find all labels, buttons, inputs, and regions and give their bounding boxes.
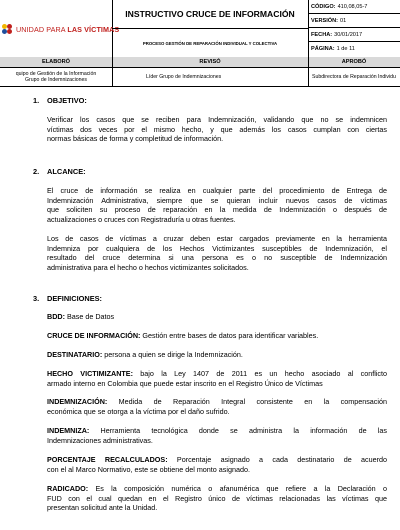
objetivo-paragraph: Verificar los casos que se reciben para Indemnización, validando que no se indemnicen víctimas dos veces por el mismo hecho, y que además los casos cumplan con ciertas normas básicas de forma y completitud de información. [47, 115, 387, 144]
document-header [0, 0, 400, 58]
aprobo-header: APROBÓ [341, 59, 367, 65]
logo-mark-icon [2, 24, 13, 35]
def-porcentaje: PORCENTAJE RECALCULADOS: Porcentaje asignado a cada destinatario de acuerdo con el al Marco Normativo, este se obtiene del monto asignado. [47, 455, 387, 474]
def-bdd: BDD: Base de Datos [47, 312, 115, 321]
alcance-paragraph-2: Los de casos de víctimas a cruzar deben estar cargados previamente en la herramienta Indemniza por cualquiera de los Hechos Victimizantes susceptibles de Indemnización, el resultado del cruce determina si una persona es o no susceptible de Indemnización administrativa para el hecho o hechos victimizantes solicitados. [47, 234, 387, 272]
approvals-body-row [0, 68, 400, 87]
def-indemnizacion: INDEMNIZACIÓN: Medida de Reparación Integral consistente en la compensación económica que se otorga a la víctima por el daño sufrido. [47, 397, 387, 416]
meta-code: CÓDIGO: 410,08,05-7 [308, 0, 400, 14]
approvals-header-row [0, 57, 400, 68]
document-metadata [308, 0, 400, 57]
def-indemniza: INDEMNIZA: Herramienta tecnológica donde se administra la información de las Indemnizaciones administrativas. [47, 426, 387, 445]
def-radicado: RADICADO: Es la composición numérica o afanumérica que refiere a la Declaración o FUD con el cual quedan en el Registro único de víctimas relacionadas las víctimas que presentan solicitud ante la Unidad. [47, 484, 387, 513]
unidad-victimas-logo [2, 24, 119, 35]
meta-date: FECHA: 30/01/2017 [308, 28, 400, 42]
logo-text: UNIDAD PARA LAS VÍCTIMAS [16, 25, 120, 34]
def-destinatario: DESTINATARIO: persona a quien se dirige la Indemnización. [47, 350, 243, 359]
alcance-paragraph-1: El cruce de información se realiza en cualquier parte del procedimiento de Entrega de Indemnización Administrativa, siempre que se quieran incluir nuevos casos de víctimas que soliciten su proceso de reparación en la medida de Indemnización o después de actualizaciones o cruces con Registraduría u otras fuentes. [47, 186, 387, 224]
document-title: INSTRUCTIVO CRUCE DE INFORMACIÓN [112, 0, 308, 29]
meta-page: PÁGINA: 1 de 11 [311, 46, 355, 52]
def-hecho-victimizante: HECHO VICTIMIZANTE: bajo la Ley 1407 de 2011 es un hecho asociado al conflicto armado interno en Colombia que puede estar inscrito en el Registro Único de Víctimas [47, 369, 387, 388]
process-name: PROCESO GESTIÓN DE REPARACIÓN INDIVIDUAL Y COLECTIVA [142, 40, 278, 46]
elaboro-header: ELABORÓ [42, 59, 70, 65]
reviso-value: Líder Grupo de Indemnizaciones [146, 73, 222, 80]
elaboro-value: quipo de Gestión de la Información Grupo de Indemnizaciones [15, 70, 97, 83]
document-page: UNIDAD PARA LAS VÍCTIMAS INSTRUCTIVO CRUCE DE INFORMACIÓN PROCESO GESTIÓN DE REPARACIÓN INDIVIDUAL Y COLECTIVA CÓDIGO: 410,08,05-7 VERSIÓN: 01 FECHA: 30/01/2017 PÁGINA: 1 de 11 ELABORÓ REVISÓ APROBÓ quipo de Gestión de la Información Grupo de Indemnizaciones Líder Grupo de Indemnizaciones Subdirectora de Reparación Individu 1. OBJETIVO: Verificar los casos que se reciben para Indemnización, validando que no se indemnicen víctimas dos veces por el mismo hecho, y que además los casos cumplan con ciertas normas básicas de forma y completitud de información. 2. ALCANCE: El cruce de información se realiza en cualquier parte del procedimiento de Entrega de Indemnización Administrativa, siempre que se quieran incluir nuevos casos de víctimas que soliciten su proceso de reparación en la medida de Indemnización o después de actualizaciones o cruces con Registraduría u otras fuentes. Los de casos de víctimas a cruzar deben estar cargados previamente en la herramienta Indemniza por cualquiera de los Hechos Victimizantes susceptibles de Indemnización, el resultado del cruce determina si una persona es o no susceptible de Indemnización administrativa para el hecho o hechos victimizantes solicitados. 3. DEFINICIONES: BDD: Base de Datos CRUCE DE INFORMACIÓN: Gestión entre bases de datos para identificar variables. DESTINATARIO: persona a quien se dirige la Indemnización. HECHO VICTIMIZANTE: bajo la Ley 1407 de 2011 es un hecho asociado al conflicto armado interno en Colombia que puede estar inscrito en el Registro Único de Víctimas INDEMNIZACIÓN: Medida de Reparación Integral consistente en la compensación económica que se otorga a la víctima por el daño sufrido. INDEMNIZA: Herramienta tecnológica donde se administra la información de las Indemnizaciones administrativas. PORCENTAJE RECALCULADOS: Porcentaje asignado a cada destinatario de acuerdo con el al Marco Normativo, este se obtiene del monto asignado. RADICADO: Es la composición numérica o afanumérica que refiere a la Declaración o FUD con el cual quedan en el Registro único de víctimas relacionadas las víctimas que presentan solicitud ante la Unidad. [0, 0, 400, 530]
meta-version: VERSIÓN: 01 [308, 14, 400, 28]
def-cruce: CRUCE DE INFORMACIÓN: Gestión entre bases de datos para identificar variables. [47, 331, 319, 340]
title-cell [112, 0, 309, 57]
aprobo-value: Subdirectora de Reparación Individu [312, 73, 396, 80]
reviso-header: REVISÓ [199, 59, 221, 65]
logo-cell [0, 0, 120, 57]
